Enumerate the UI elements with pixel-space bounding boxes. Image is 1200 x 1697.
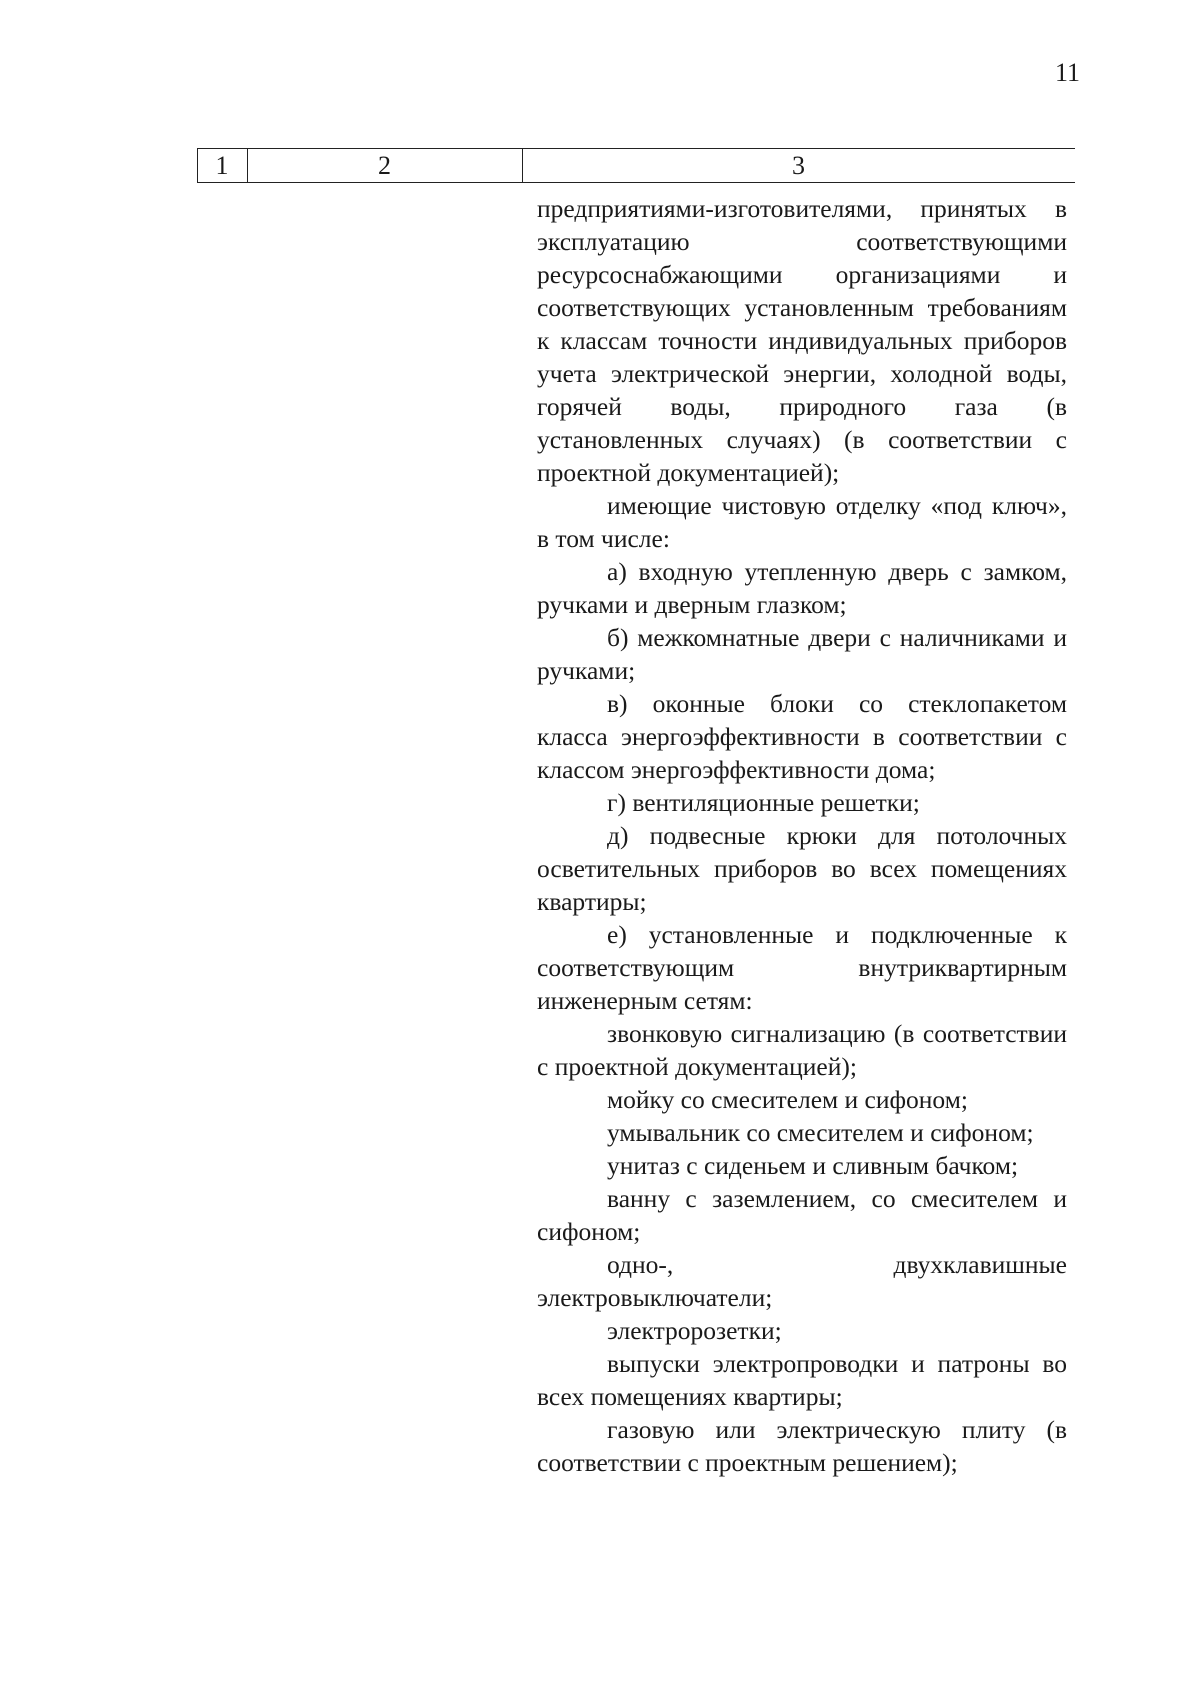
sub-item-bathtub: ванну с заземлением, со смесителем и сифоном;	[537, 1184, 1067, 1246]
sub-item-sink: мойку со смесителем и сифоном;	[607, 1085, 968, 1114]
paragraph-finish-intro: имеющие чистовую отделку «под ключ», в том числе:	[537, 491, 1067, 553]
sub-item-switches: одно-, двухклавишные электровыключатели;	[537, 1250, 1067, 1312]
table-header-top-border	[197, 148, 1075, 149]
paragraph-continuation: предприятиями-изготовителями, принятых в эксплуатацию соответствующими ресурсоснабжающими организациями и соответствующих установленным требованиям к классам точности индивидуальных приборов учета электрической энергии, холодной воды, горячей воды, природного газа (в установленных случаях) (в соответствии с проектной документацией);	[537, 194, 1067, 487]
page-number: 11	[1054, 58, 1080, 87]
table-header-col-3: 3	[792, 151, 805, 180]
sub-item-wiring: выпуски электропроводки и патроны во всех помещениях квартиры;	[537, 1349, 1067, 1411]
list-item-b: б) межкомнатные двери с наличниками и ручками;	[537, 623, 1067, 685]
sub-item-washbasin: умывальник со смесителем и сифоном;	[607, 1118, 1034, 1147]
table-header-col-1: 1	[215, 151, 229, 180]
table-header-bottom-border	[197, 182, 1075, 183]
sub-item-sockets: электророзетки;	[607, 1316, 782, 1345]
table-header-row	[197, 148, 1075, 183]
list-item-g: г) вентиляционные решетки;	[607, 788, 920, 817]
sub-item-doorbell: звонковую сигнализацию (в соответствии с проектной документацией);	[537, 1019, 1067, 1081]
sub-item-stove: газовую или электрическую плиту (в соответствии с проектным решением);	[537, 1415, 1067, 1477]
list-item-a: а) входную утепленную дверь с замком, ручками и дверным глазком;	[537, 557, 1067, 619]
table-header-col-2: 2	[378, 151, 391, 180]
list-item-e: е) установленные и подключенные к соответствующим внутриквартирным инженерным сетям:	[537, 920, 1067, 1015]
list-item-d: д) подвесные крюки для потолочных осветительных приборов во всех помещениях квартиры;	[537, 821, 1067, 916]
list-item-v: в) оконные блоки со стеклопакетом класса энергоэффективности в соответствии с классом энергоэффективности дома;	[537, 689, 1067, 784]
table-body-col-3-text	[537, 192, 1067, 1479]
sub-item-toilet: унитаз с сиденьем и сливным бачком;	[607, 1151, 1019, 1180]
